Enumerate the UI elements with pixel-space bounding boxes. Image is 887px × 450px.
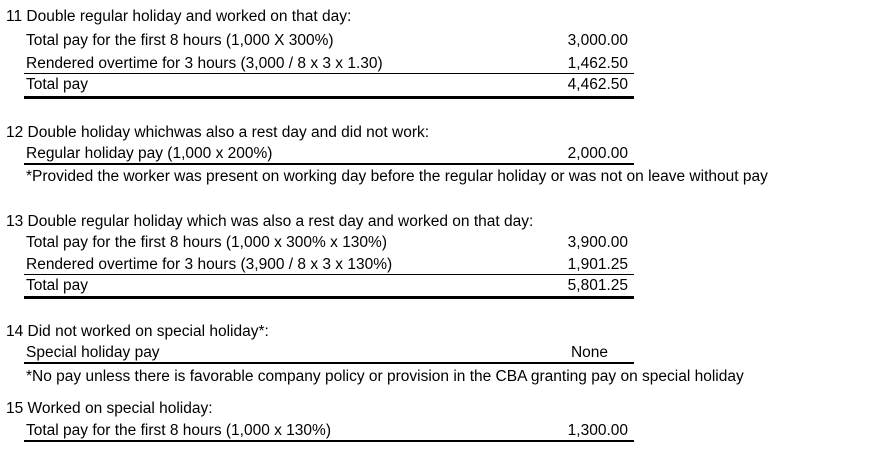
- row-label: Total pay for the first 8 hours (1,000 X 300%): [26, 32, 334, 49]
- row-amount: 1,300.00: [567, 422, 628, 439]
- divider: [24, 163, 634, 165]
- row-amount-total: 4,462.50: [567, 76, 628, 93]
- row-label: Total pay for the first 8 hours (1,000 x 300% x 130%): [26, 234, 387, 251]
- row-amount: None: [570, 344, 608, 361]
- row-amount: 1,462.50: [567, 55, 628, 72]
- section-15-heading: 15 Worked on special holiday:: [6, 400, 213, 417]
- row-label: Regular holiday pay (1,000 x 200%): [26, 145, 273, 162]
- row-label: Rendered overtime for 3 hours (3,900 / 8 x 3 x 130%): [26, 256, 393, 273]
- row-label: Total pay for the first 8 hours (1,000 x 130%): [26, 422, 331, 439]
- section-12-heading: 12 Double holiday whichwas also a rest day and did not work:: [6, 124, 430, 141]
- row-amount: 3,000.00: [567, 32, 628, 49]
- row-amount: 2,000.00: [567, 145, 628, 162]
- section-13-heading: 13 Double regular holiday which was also a rest day and worked on that day:: [6, 213, 534, 230]
- row-amount: 3,900.00: [567, 234, 628, 251]
- section-12-note: *Provided the worker was present on working day before the regular holiday or was not on leave without pay: [26, 168, 768, 185]
- section-14-heading: 14 Did not worked on special holiday*:: [6, 323, 269, 340]
- row-label: Special holiday pay: [26, 344, 160, 361]
- divider: [24, 73, 634, 74]
- divider: [24, 274, 634, 275]
- row-label: Rendered overtime for 3 hours (3,000 / 8 x 3 x 1.30): [26, 55, 383, 72]
- divider: [24, 362, 634, 364]
- divider-double: [24, 296, 634, 299]
- section-14-note: *No pay unless there is favorable company policy or provision in the CBA granting pay on special holiday: [26, 368, 744, 385]
- divider: [24, 440, 634, 442]
- row-amount-total: 5,801.25: [567, 277, 628, 294]
- row-label-total: Total pay: [26, 76, 89, 93]
- row-amount: 1,901.25: [567, 256, 628, 273]
- row-label-total: Total pay: [26, 277, 89, 294]
- divider-double: [24, 96, 634, 99]
- section-11-heading: 11 Double regular holiday and worked on that day:: [6, 8, 352, 25]
